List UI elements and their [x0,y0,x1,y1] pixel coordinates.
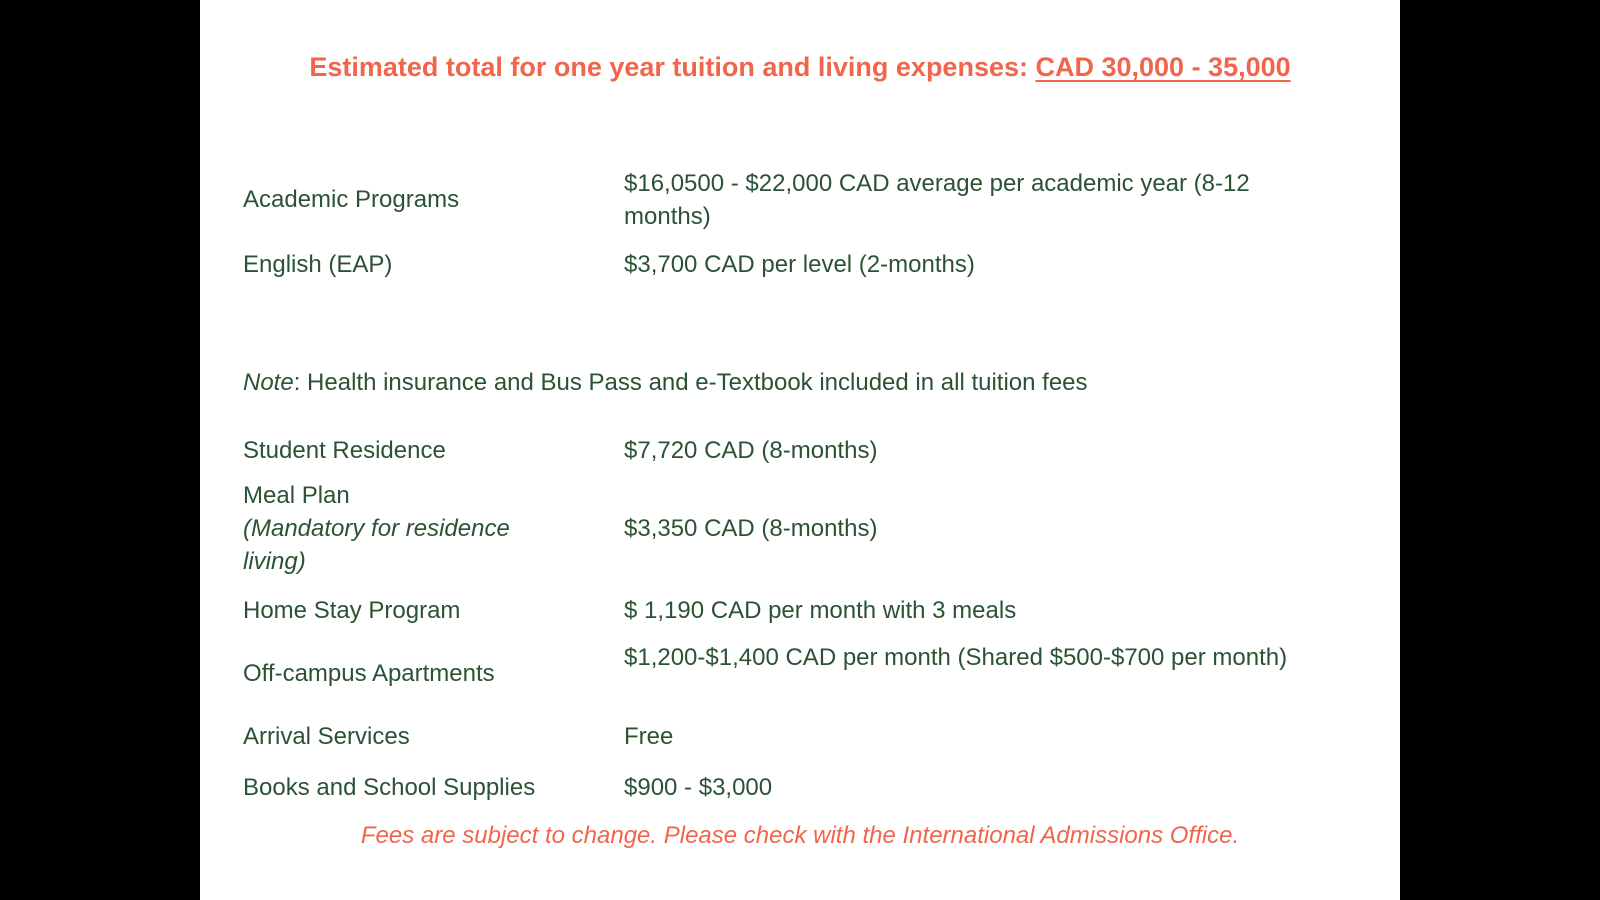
fee-value: $ 1,190 CAD per month with 3 meals [624,597,1017,624]
tuition-note [243,366,1088,399]
note-text: : Health insurance and Bus Pass and e-Textbook included in all tuition fees [293,369,1088,396]
fee-row-meal-plan [243,479,1353,578]
headline-prefix: Estimated total for one year tuition and living expenses: [309,52,1036,82]
document-page [200,0,1400,900]
note-prefix: Note [243,369,294,396]
fee-label: Off-campus Apartments [243,660,495,687]
fee-label: English (EAP) [243,251,393,278]
fee-label: Books and School Supplies [243,774,536,801]
fee-label: Home Stay Program [243,597,461,624]
fee-row-student-residence [243,434,1353,467]
fee-row-books-supplies [243,771,1353,804]
fee-label [243,479,553,578]
fee-row-arrival-services [243,720,1353,753]
fee-value: $900 - $3,000 [624,774,773,801]
fee-row-home-stay [243,594,1353,627]
fee-row-academic-programs [243,167,1353,233]
fee-row-english-eap [243,248,1353,281]
fee-value: Free [624,723,674,750]
fee-value: $1,200-$1,400 CAD per month (Shared $500-$700 per month) [624,644,1288,671]
fee-value: $3,350 CAD (8-months) [624,515,878,542]
fees-disclaimer: Fees are subject to change. Please check with the International Admissions Office. [360,822,1240,849]
fee-value: $7,720 CAD (8-months) [624,437,878,464]
fee-label: Arrival Services [243,723,410,750]
fee-label: Student Residence [243,437,446,464]
headline [200,52,1400,83]
meal-plan-label: Meal Plan [243,482,350,509]
meal-plan-sublabel: (Mandatory for residence living) [243,515,510,575]
fee-label: Academic Programs [243,186,460,213]
fee-row-off-campus-apartments [243,641,1353,707]
fee-value: $16,0500 - $22,000 CAD average per academic year (8-12 months) [624,170,1250,230]
fee-value: $3,700 CAD per level (2-months) [624,251,975,278]
headline-total: CAD 30,000 - 35,000 [1035,52,1291,82]
